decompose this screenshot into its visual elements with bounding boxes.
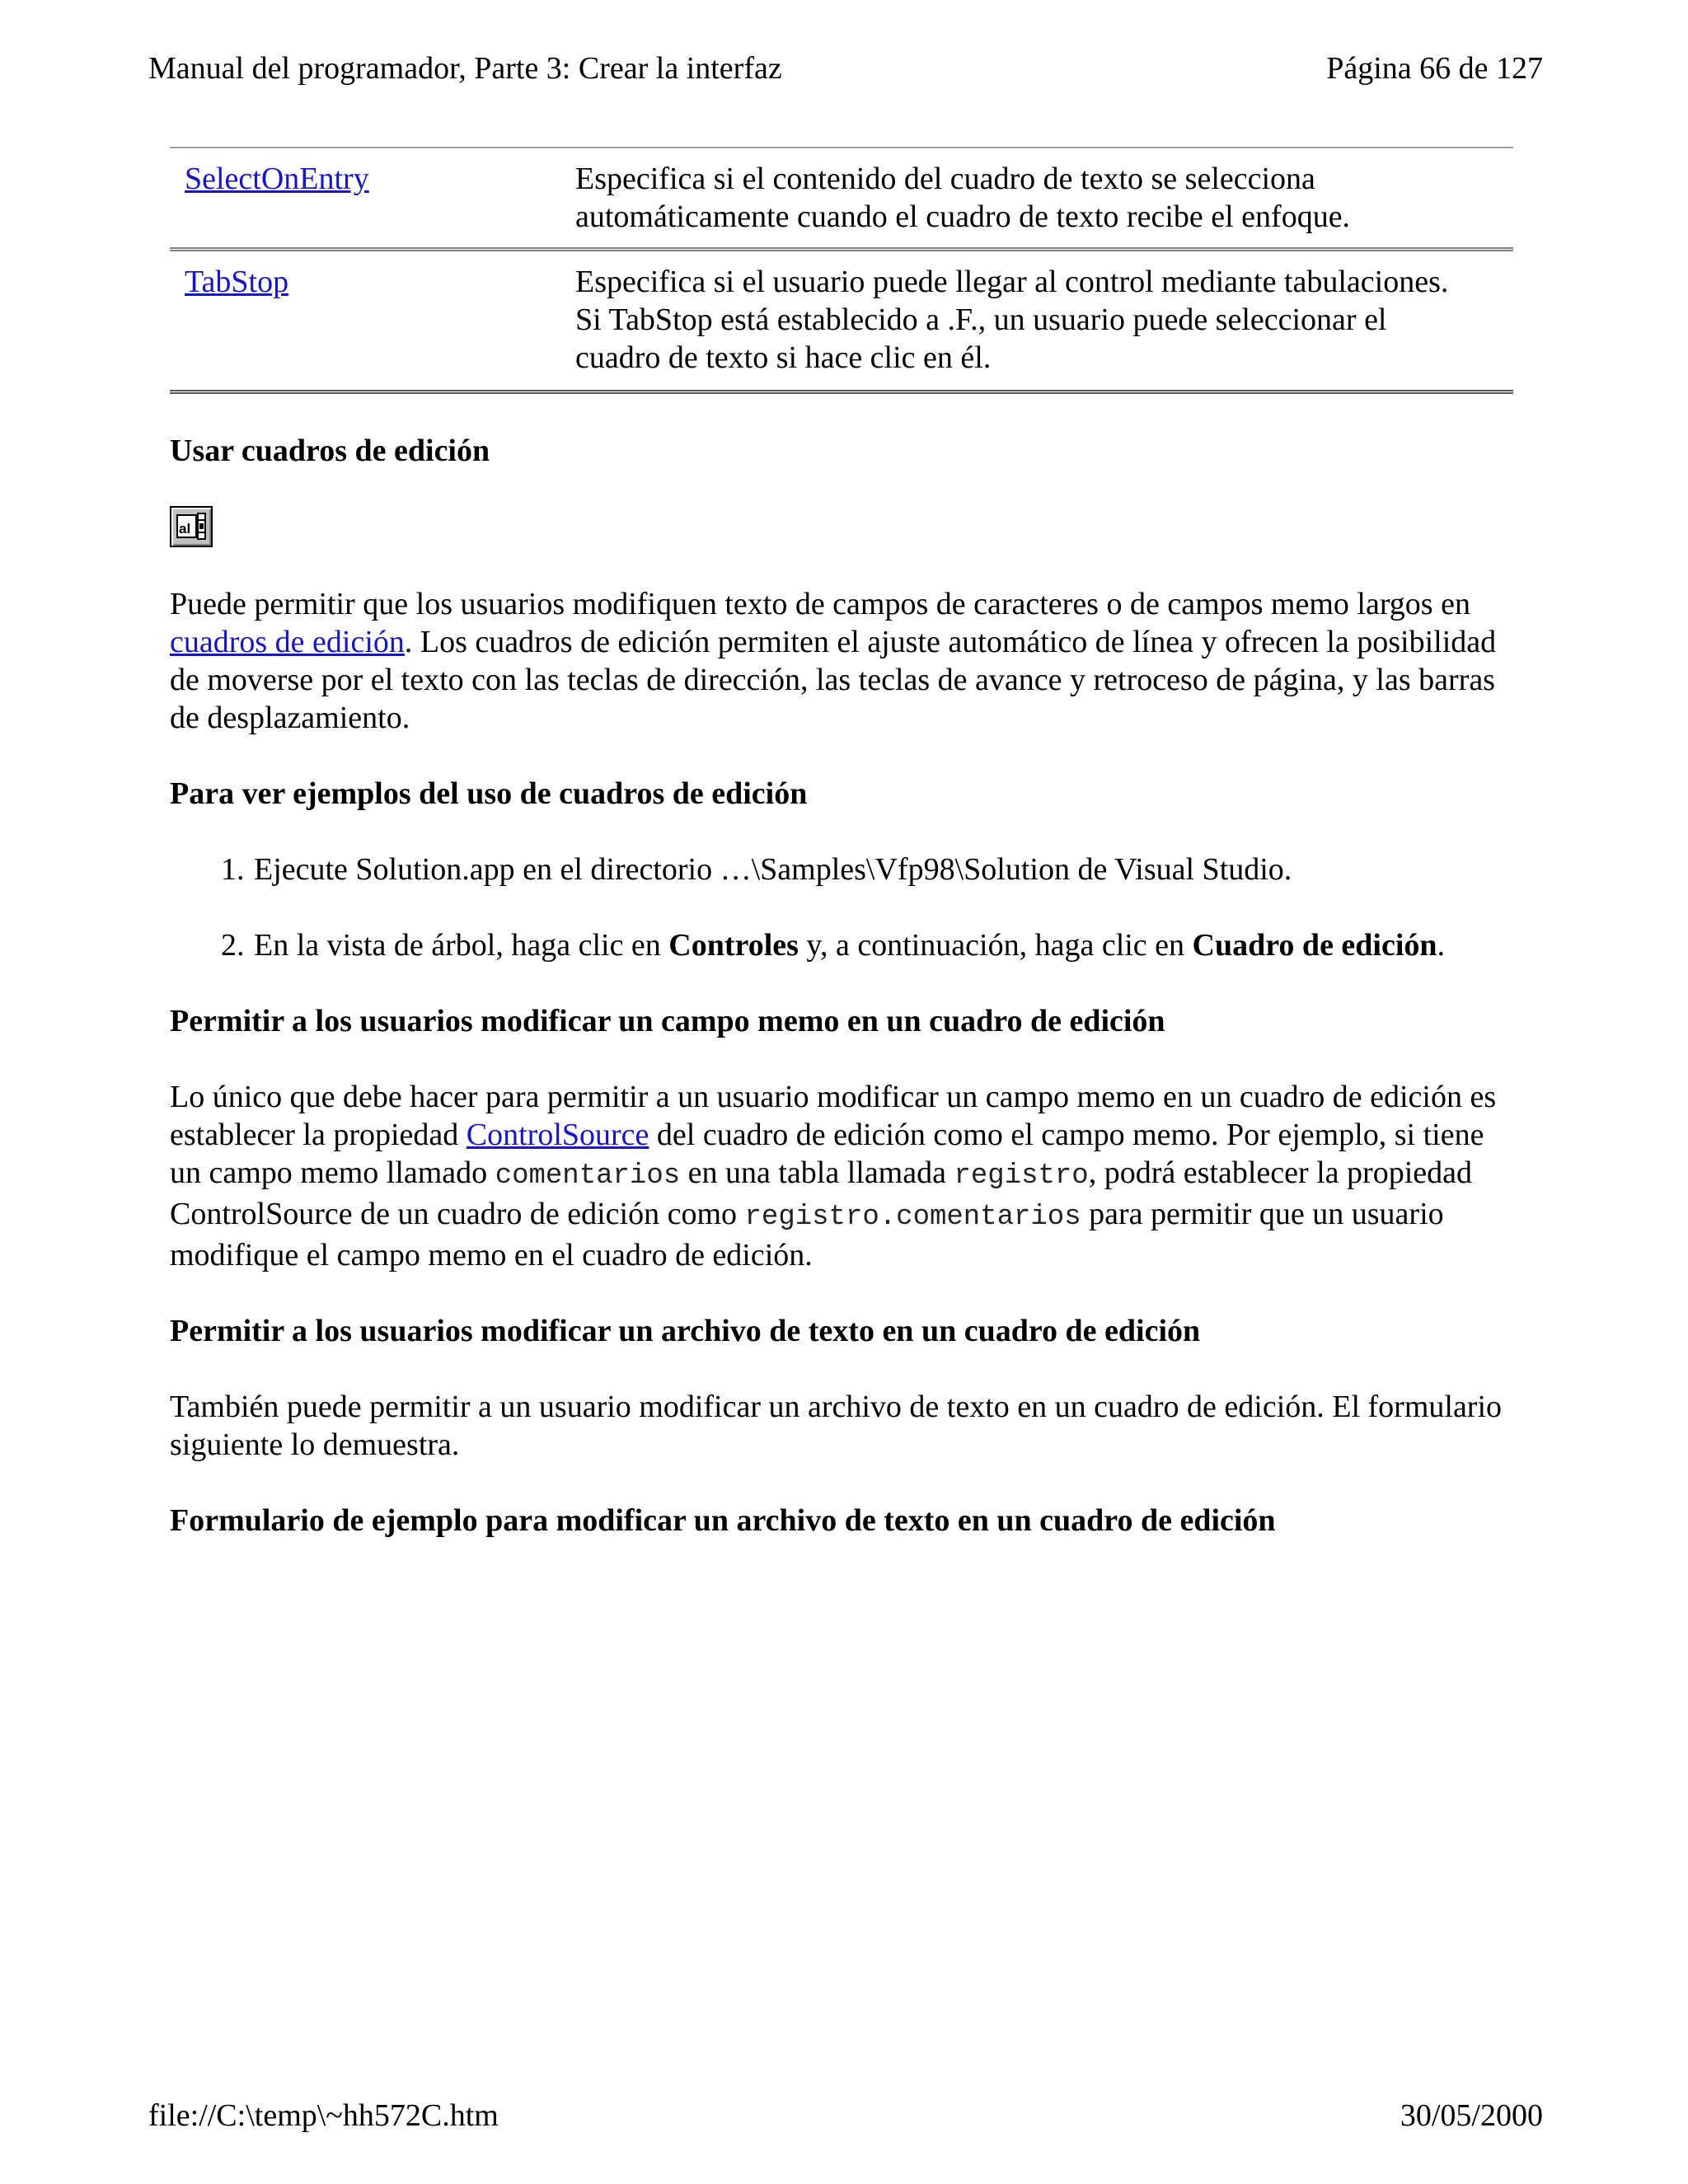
print-date: 30/05/2000 xyxy=(1400,2098,1543,2133)
edit-box-tool-icon xyxy=(170,506,213,547)
paragraph: También puede permitir a un usuario modificar un archivo de texto en un cuadro de edición. El formulario siguiente lo demuestra. xyxy=(170,1390,1503,1462)
section-heading: Usar cuadros de edición xyxy=(170,434,490,468)
description-line: Si TabStop está establecido a .F., un usuario puede seleccionar el xyxy=(575,302,1387,337)
ui-term-cuadro-edicion: Cuadro de edición xyxy=(1192,928,1437,963)
step-text: En la vista de árbol, haga clic en xyxy=(254,928,669,963)
paragraph-text: para permitir que un usuario modifique el campo memo en el cuadro de edición. xyxy=(170,1197,1444,1272)
paragraph-text: , podrá establecer la propiedad ControlSource de un cuadro de edición como xyxy=(170,1155,1472,1231)
description-line: automáticamente cuando el cuadro de texto recibe el enfoque. xyxy=(575,199,1351,234)
code-text: registro.comentarios xyxy=(744,1202,1081,1233)
list-item xyxy=(252,926,1513,964)
step-text: y, a continuación, haga clic en xyxy=(798,928,1193,963)
code-text: registro xyxy=(954,1160,1089,1192)
page-footer xyxy=(148,2097,1543,2135)
page-number: Página 66 de 127 xyxy=(1326,51,1543,86)
section-heading: Permitir a los usuarios modificar un archivo de texto en un cuadro de edición xyxy=(170,1314,1201,1348)
description-line: Especifica si el contenido del cuadro de texto se selecciona xyxy=(575,162,1315,196)
controlsource-link[interactable]: ControlSource xyxy=(466,1118,649,1152)
property-link-tabstop[interactable]: TabStop xyxy=(185,265,289,299)
paragraph-text: Lo único que debe hacer para permitir a un usuario modificar un campo memo en un cuadro de edición es establecer la propiedad xyxy=(170,1080,1497,1152)
description-line: cuadro de texto si hace clic en él. xyxy=(575,340,992,375)
paragraph xyxy=(170,585,1513,737)
paragraph-text: Puede permitir que los usuarios modifiquen texto de campos de caracteres o de campos memo largos en xyxy=(170,587,1470,621)
paragraph-text: del cuadro de edición como el campo memo. Por ejemplo, si tiene un campo memo llamado xyxy=(170,1118,1484,1190)
paragraph-text: en una tabla llamada xyxy=(680,1155,954,1190)
property-description xyxy=(560,250,1513,392)
page-content xyxy=(170,147,1513,1540)
table-row xyxy=(170,148,1513,250)
ui-term-controles: Controles xyxy=(668,928,799,963)
property-description xyxy=(560,148,1513,250)
code-text: comentarios xyxy=(495,1160,681,1192)
section-heading: Para ver ejemplos del uso de cuadros de edición xyxy=(170,776,808,811)
paragraph xyxy=(170,1078,1513,1274)
properties-table xyxy=(170,147,1513,394)
table-row xyxy=(170,250,1513,392)
edit-boxes-link[interactable]: cuadros de edición xyxy=(170,625,405,659)
file-path: file://C:\temp\~hh572C.htm xyxy=(148,2098,499,2133)
list-item: 1. Ejecute Solution.app en el directorio …\Samples\Vfp98\Solution de Visual Studio. xyxy=(252,851,1513,888)
section-heading: Formulario de ejemplo para modificar un archivo de texto en un cuadro de edición xyxy=(170,1503,1276,1538)
description-line: Especifica si el usuario puede llegar al control mediante tabulaciones. xyxy=(575,265,1449,299)
document-title: Manual del programador, Parte 3: Crear la interfaz xyxy=(148,51,782,86)
edit-box-tool-button xyxy=(170,506,1513,547)
property-link-selectonentry[interactable]: SelectOnEntry xyxy=(185,162,369,196)
steps-list xyxy=(170,851,1513,964)
page-header xyxy=(148,49,1543,87)
paragraph-text: . Los cuadros de edición permiten el ajuste automático de línea y ofrecen la posibilidad de moverse por el texto con las teclas de dirección, las teclas de avance y retroceso de página, y las barras de desplazamiento. xyxy=(170,625,1497,735)
step-text: . xyxy=(1437,928,1446,963)
svg-text:al: al xyxy=(179,521,191,537)
section-heading: Permitir a los usuarios modificar un campo memo en un cuadro de edición xyxy=(170,1004,1165,1038)
